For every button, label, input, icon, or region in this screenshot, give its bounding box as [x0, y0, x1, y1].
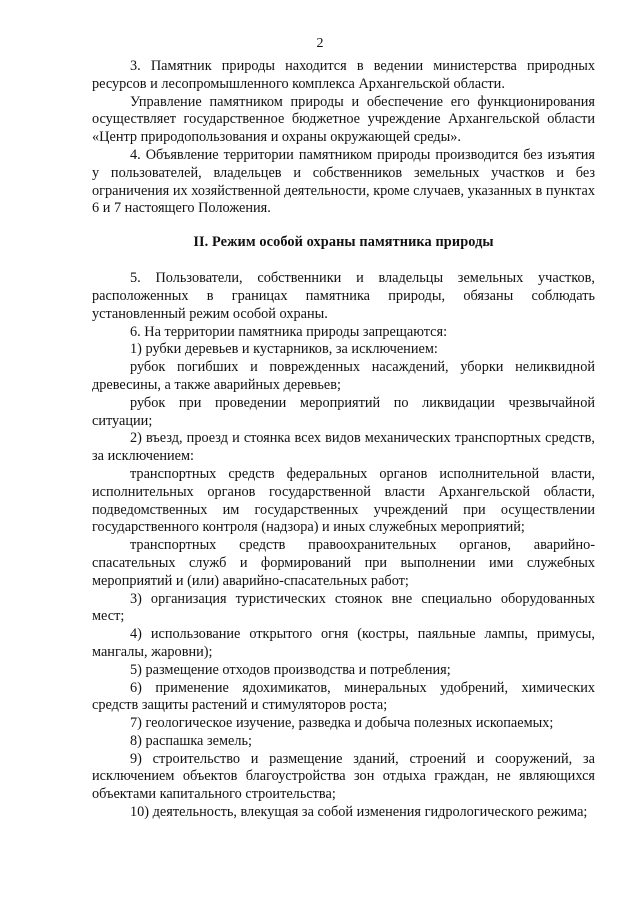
document-body [92, 58, 595, 822]
section-heading: II. Режим особой охраны памятника природы [193, 234, 494, 251]
list-item-6: 6) применение ядохимикатов, минеральных удобрений, химических средств защиты растений и стимуляторов роста; [92, 679, 595, 714]
list-item-1-exception-b: рубок при проведении мероприятий по ликвидации чрезвычайной ситуации; [92, 394, 595, 429]
list-item-5: 5) размещение отходов производства и потребления; [130, 661, 451, 678]
spacer [92, 251, 595, 270]
list-item-2-exception-b: транспортных средств правоохранительных органов, аварийно-спасательных служб и формирований при выполнении ими служебных мероприятий и (или) аварийно-спасательных работ; [92, 537, 595, 589]
page-number: 2 [316, 36, 324, 51]
paragraph-5: 5. Пользователи, собственники и владельцы земельных участков, расположенных в границах памятника природы, обязаны соблюдать установленный режим особой охраны. [92, 270, 595, 322]
list-item-9: 9) строительство и размещение зданий, строений и сооружений, за исключением объектов благоустройства зон отдыха граждан, не являющихся объектами капитального строительства; [92, 750, 595, 803]
list-item-1-exception-a: рубок погибших и поврежденных насаждений, уборки неликвидной древесины, а также аварийных деревьев; [92, 359, 595, 393]
list-item-8: 8) распашка земель; [130, 732, 252, 749]
list-item-7: 7) геологическое изучение, разведка и добыча полезных ископаемых; [130, 715, 554, 732]
list-item-4: 4) использование открытого огня (костры, паяльные лампы, примусы, мангалы, жаровни); [92, 626, 595, 660]
paragraph-management: Управление памятником природы и обеспечение его функционирования осуществляет государственное бюджетное учреждение Архангельской области «Центр природопользования и охраны окружающей среды». [92, 93, 595, 146]
paragraph-6: 6. На территории памятника природы запрещаются: [130, 323, 448, 340]
list-item-2: 2) въезд, проезд и стоянка всех видов механических транспортных средств, за исключением: [92, 430, 595, 465]
list-item-1: 1) рубки деревьев и кустарников, за исключением: [130, 341, 438, 358]
paragraph-3: 3. Памятник природы находится в ведении министерства природных ресурсов и лесопромышленного комплекса Архангельской области. [92, 58, 595, 92]
paragraph-4: 4. Объявление территории памятником природы производится без изъятия у пользователей, владельцев и собственников земельных участков и без ограничения их хозяйственной деятельности, кроме случаев, указанных в пунктах 6 и 7 настоящего Положения. [92, 146, 595, 217]
list-item-10: 10) деятельность, влекущая за собой изменения гидрологического режима; [130, 804, 588, 821]
list-item-3: 3) организация туристических стоянок вне специально оборудованных мест; [92, 590, 595, 625]
list-item-2-exception-a: транспортных средств федеральных органов исполнительной власти, исполнительных органов государственной власти Архангельской области, подведомственных им государственных учреждений при осуществлении государственного контроля (надзора) и иных служебных мероприятий; [92, 465, 595, 536]
spacer [92, 218, 595, 233]
